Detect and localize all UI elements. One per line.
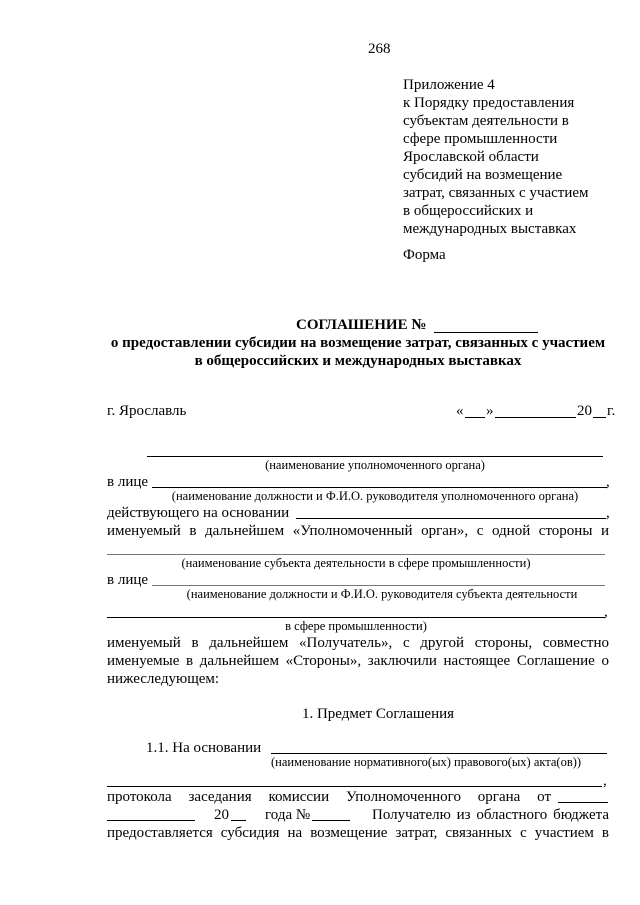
act-blank <box>271 753 607 754</box>
head-authorized-blank <box>152 487 607 488</box>
agreement-subtitle-1: о предоставлении субсидии на возмещение затрат, связанных с участием <box>110 335 606 351</box>
recipient-line-1: именуемый в дальнейшем «Получатель», с другой стороны, совместно <box>107 635 609 651</box>
act-blank-2 <box>107 786 602 787</box>
appendix-line: Ярославской области <box>403 149 539 165</box>
year-prefix: 20 <box>577 403 592 419</box>
appendix-line: к Порядку предоставления <box>403 95 575 111</box>
year-blank <box>593 417 606 418</box>
protocol-year-blank <box>231 820 246 821</box>
acting-basis-label: действующего на основании <box>107 505 290 521</box>
appendix-line: сфере промышленности <box>403 131 558 147</box>
hint-position-head-authorized: (наименование должности и Ф.И.О. руководителя уполномоченного органа) <box>171 489 579 503</box>
page-number: 268 <box>368 41 391 57</box>
city-label: г. Ярославль <box>107 403 187 419</box>
form-label: Форма <box>403 247 446 263</box>
hint-subject-cont: в сфере промышленности) <box>285 619 427 633</box>
comma: , <box>603 773 607 789</box>
hint-act: (наименование нормативного(ых) правового(ых) акта(ов)) <box>271 755 582 769</box>
hint-subject: (наименование субъекта деятельности в сфере промышленности) <box>181 556 531 570</box>
authorized-body-blank <box>147 456 603 457</box>
last-line: предоставляется субсидия на возмещение затрат, связанных с участием в <box>107 825 609 841</box>
comma: , <box>606 474 610 490</box>
protocol-number-blank <box>312 820 350 821</box>
year-line-tail: Получателю из областного бюджета <box>372 807 609 823</box>
recipient-line-3: нижеследующем: <box>107 671 220 687</box>
comma: , <box>604 604 608 620</box>
agreement-subtitle-2: в общероссийских и международных выставках <box>194 353 522 369</box>
appendix-line: Приложение 4 <box>403 77 495 93</box>
appendix-line: в общероссийских и <box>403 203 534 219</box>
month-blank <box>495 417 576 418</box>
date-open-quote: « <box>456 403 464 419</box>
head-subject-blank-2 <box>107 617 605 618</box>
agreement-heading: СОГЛАШЕНИЕ № <box>296 317 427 333</box>
protocol-date-blank <box>558 802 608 803</box>
head-subject-blank <box>152 585 605 586</box>
comma: , <box>606 505 610 521</box>
year-20: 20 <box>214 807 229 823</box>
hint-position-head-subject: (наименование должности и Ф.И.О. руководителя субъекта деятельности <box>186 587 578 601</box>
appendix-line: субсидий на возмещение <box>403 167 563 183</box>
subject-name-blank <box>107 554 605 555</box>
recipient-line-2: именуемые в дальнейшем «Стороны», заключили настоящее Соглашение о <box>107 653 609 669</box>
authorized-named-line: именуемый в дальнейшем «Уполномоченный орган», с одной стороны и <box>107 523 609 539</box>
section1-p1-start: 1.1. На основании <box>146 740 262 756</box>
year-suffix: г. <box>607 403 616 419</box>
appendix-line: международных выставках <box>403 221 577 237</box>
protocol-date-blank-2 <box>107 820 195 821</box>
appendix-line: субъектам деятельности в <box>403 113 569 129</box>
year-goda: года № <box>265 807 311 823</box>
hint-authorized-body: (наименование уполномоченного органа) <box>265 458 485 472</box>
appendix-line: затрат, связанных с участием <box>403 185 589 201</box>
in-person-label-2: в лице <box>107 572 149 588</box>
section1-heading: 1. Предмет Соглашения <box>301 706 455 722</box>
date-close-quote: » <box>486 403 494 419</box>
day-blank <box>465 417 485 418</box>
in-person-label: в лице <box>107 474 149 490</box>
appendix-block <box>403 76 589 238</box>
protocol-line: протокола заседания комиссии Уполномоченного органа от <box>107 789 551 805</box>
agreement-number-blank <box>434 332 538 333</box>
basis-blank <box>296 518 606 519</box>
